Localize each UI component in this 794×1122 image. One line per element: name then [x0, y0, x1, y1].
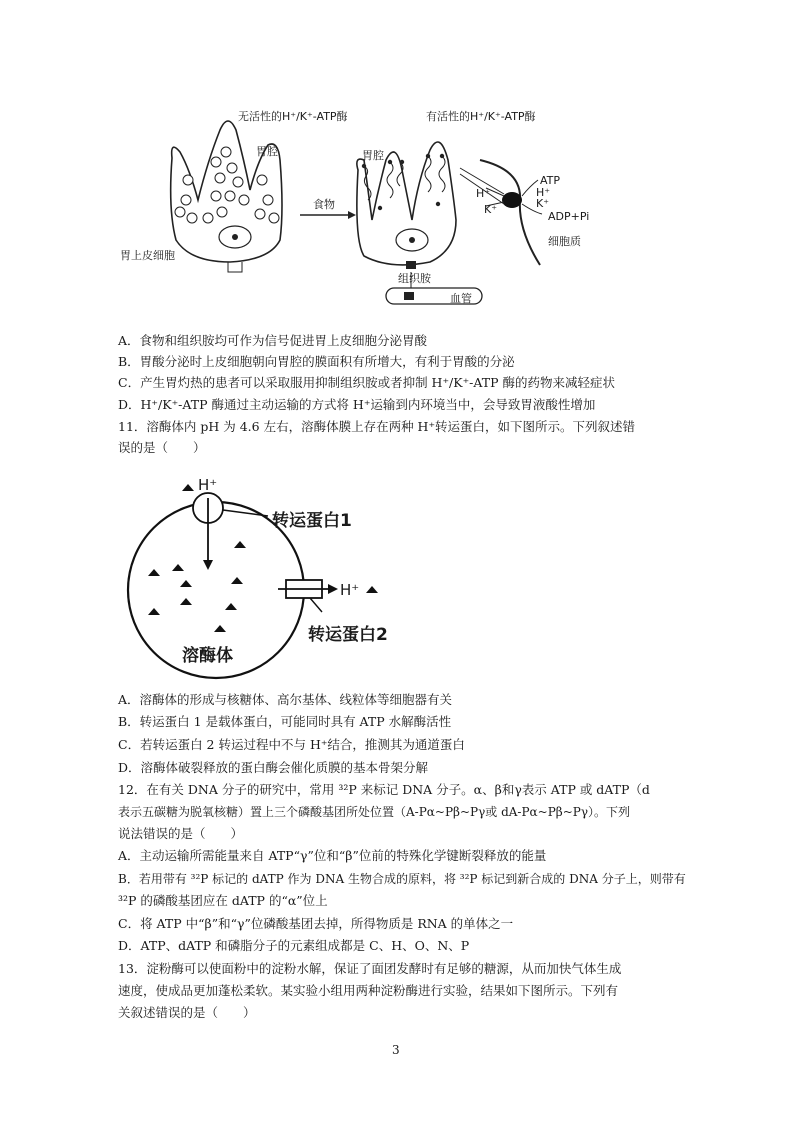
- q13-stem-line3: 关叙述错误的是（ ）: [118, 1005, 256, 1020]
- label-active-enzyme: 有活性的H⁺/K⁺-ATP酶: [426, 110, 536, 123]
- lyso-h-right: H⁺: [340, 581, 360, 599]
- q10-option-d: D．H⁺/K⁺-ATP 酶通过主动运输的方式将 H⁺运输到内环境当中，会导致胃液酸性增加: [118, 397, 596, 412]
- label-blood-vessel: 血管: [450, 292, 472, 305]
- lyso-h-top: H⁺: [198, 476, 218, 494]
- label-inactive-enzyme: 无活性的H⁺/K⁺-ATP酶: [238, 110, 348, 123]
- label-cytoplasm: 细胞质: [548, 235, 581, 248]
- label-epithelial-cell: 胃上皮细胞: [120, 249, 175, 262]
- label-food: 食物: [313, 198, 335, 211]
- q10-option-c: C．产生胃灼热的患者可以采取服用抑制组织胺或者抑制 H⁺/K⁺-ATP 酶的药物来减轻症状: [118, 375, 615, 390]
- q11-stem-line2: 误的是（ ）: [118, 440, 206, 455]
- q12-option-d: D．ATP、dATP 和磷脂分子的元素组成都是 C、H、O、N、P: [118, 938, 470, 953]
- lyso-protein-1: 转运蛋白1: [272, 511, 352, 531]
- q12-option-b-line1: B．若用带有 ³²P 标记的 dATP 作为 DNA 生物合成的原料，将 ³²P 标记到新合成的 DNA 分子上，则带有: [118, 872, 686, 886]
- label-h-in: H⁺: [476, 187, 491, 200]
- q12-option-a: A．主动运输所需能量来自 ATP“γ”位和“β”位前的特殊化学键断裂释放的能量: [118, 848, 547, 863]
- lyso-protein-2: 转运蛋白2: [308, 625, 388, 645]
- figure-lysosome: [118, 470, 408, 685]
- label-k-out: K⁺: [536, 197, 550, 210]
- q11-option-a: A．溶酶体的形成与核糖体、高尔基体、线粒体等细胞器有关: [118, 692, 453, 707]
- q11-option-b: B．转运蛋白 1 是载体蛋白，可能同时具有 ATP 水解酶活性: [118, 714, 452, 729]
- lyso-label: 溶酶体: [182, 646, 233, 666]
- label-h-out: H⁺: [536, 186, 551, 199]
- label-lumen-left: 胃腔: [256, 145, 278, 158]
- q13-stem-line1: 13．淀粉酶可以使面粉中的淀粉水解，保证了面团发酵时有足够的糖源，从而加快气体生成: [118, 961, 622, 976]
- label-adp: ADP+Pi: [548, 210, 590, 223]
- label-k-in: K⁺: [484, 203, 498, 216]
- q10-option-a: A．食物和组织胺均可作为信号促进胃上皮细胞分泌胃酸: [118, 333, 428, 348]
- q12-option-b-line2: ³²P 的磷酸基团应在 dATP 的“α”位上: [118, 893, 328, 908]
- q11-option-d: D．溶酶体破裂释放的蛋白酶会催化质膜的基本骨架分解: [118, 760, 429, 775]
- label-histamine: 组织胺: [398, 272, 431, 285]
- q12-stem-line1: 12．在有关 DNA 分子的研究中，常用 ³²P 来标记 DNA 分子。α、β和γ表示 ATP 或 dATP（d: [118, 782, 650, 797]
- pump: [502, 192, 522, 208]
- q11-option-c: C．若转运蛋白 2 转运过程中不与 H⁺结合，推测其为通道蛋白: [118, 737, 465, 752]
- label-lumen-right: 胃腔: [362, 149, 384, 162]
- q12-stem-line3: 说法错误的是（ ）: [118, 826, 244, 841]
- q12-option-c: C．将 ATP 中“β”和“γ”位磷酸基团去掉，所得物质是 RNA 的单体之一: [118, 916, 514, 931]
- q13-stem-line2: 速度，使成品更加蓬松柔软。某实验小组用两种淀粉酶进行实验，结果如下图所示。下列有: [118, 983, 619, 998]
- label-atp: ATP: [540, 174, 561, 187]
- q12-stem-line2: 表示五碳糖为脱氧核糖）置上三个磷酸基团所处位置（A-Pα~Pβ~Pγ或 dA-Pα~Pβ~Pγ）。下列: [118, 805, 631, 819]
- page-number: 3: [392, 1043, 400, 1057]
- q10-option-b: B．胃酸分泌时上皮细胞朝向胃腔的膜面积有所增大，有利于胃酸的分泌: [118, 354, 515, 369]
- q11-stem-line1: 11．溶酶体内 pH 为 4.6 左右，溶酶体膜上存在两种 H⁺转运蛋白，如下图所示。下列叙述错: [118, 419, 636, 434]
